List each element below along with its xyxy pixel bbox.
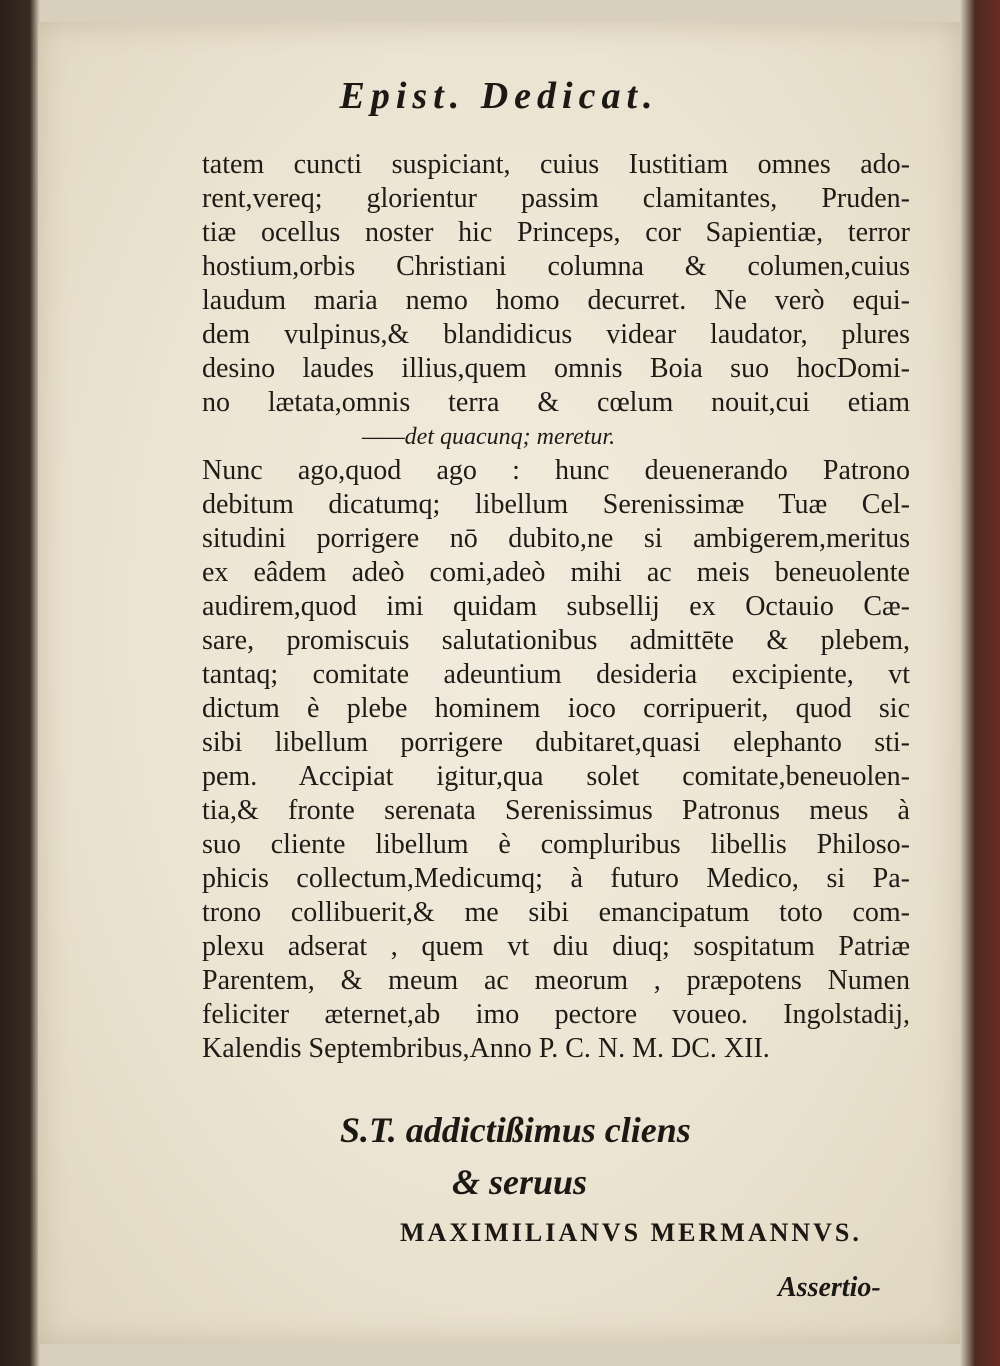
text-line: tatem cuncti suspiciant, cuius Iustitiam omnes ado- [202,149,910,180]
text-line: pem. Accipiat igitur,qua solet comitate,beneuolen- [202,761,910,792]
quotation-line: ——det quacunq; meretur. [362,424,616,450]
running-header: Epist. Dedicat. [339,75,659,117]
text-line: audirem,quod imi quidam subsellij ex Octauio Cæ- [202,591,910,622]
text-line: sibi libellum porrigere dubitaret,quasi elephanto sti- [202,727,910,758]
text-line: desino laudes illius,quem omnis Boia suo hocDomi- [202,353,910,384]
text-line: situdini porrigere nō dubito,ne si ambigerem,meritus [202,523,910,554]
signature-block [340,1104,760,1208]
text-line: rent,vereq; glorientur passim clamitantes, Pruden- [202,183,910,214]
text-line: suo cliente libellum è compluribus libellis Philoso- [202,829,910,860]
text-line: phicis collectum,Medicumq; à futuro Medico, si Pa- [202,863,910,894]
text-line: no lætata,omnis terra & cœlum nouit,cui etiam [202,387,910,418]
text-line: ex eâdem adeò comi,adeò mihi ac meis beneuolente [202,557,910,588]
author-name: MAXIMILIANVS MERMANNVS. [400,1218,862,1247]
text-line: dem vulpinus,& blandidicus videar laudator, plures [202,319,910,350]
text-line: tia,& fronte serenata Serenissimus Patronus meus à [202,795,910,826]
text-line: sare, promiscuis salutationibus admittēte & plebem, [202,625,910,656]
catchword: Assertio- [778,1272,881,1303]
text-line: Parentem, & meum ac meorum , præpotens Numen [202,965,910,996]
signature-line: S.T. addictißimus cliens [340,1110,691,1150]
date-line: Kalendis Septembribus,Anno P. C. N. M. DC. XII. [202,1033,770,1064]
book-page [38,22,960,1344]
text-line: tantaq; comitate adeuntium desideria excipiente, vt [202,659,910,690]
text-line: tiæ ocellus noster hic Princeps, cor Sapientiæ, terror [202,217,910,248]
signature-line: & seruus [452,1162,588,1202]
text-line: plexu adserat , quem vt diu diuq; sospitatum Patriæ [202,931,910,962]
text-line: trono collibuerit,& me sibi emancipatum toto com- [202,897,910,928]
text-line: Nunc ago,quod ago : hunc deuenerando Patrono [202,455,910,486]
text-line: laudum maria nemo homo decurret. Ne verò equi- [202,285,910,316]
text-line: dictum è plebe hominem ioco corripuerit, quod sic [202,693,910,724]
dedication-text [202,148,910,1066]
text-line: hostium,orbis Christiani columna & columen,cuius [202,251,910,282]
text-line: feliciter æternet,ab imo pectore voueo. Ingolstadij, [202,999,910,1030]
text-line: debitum dicatumq; libellum Serenissimæ Tuæ Cel- [202,489,910,520]
